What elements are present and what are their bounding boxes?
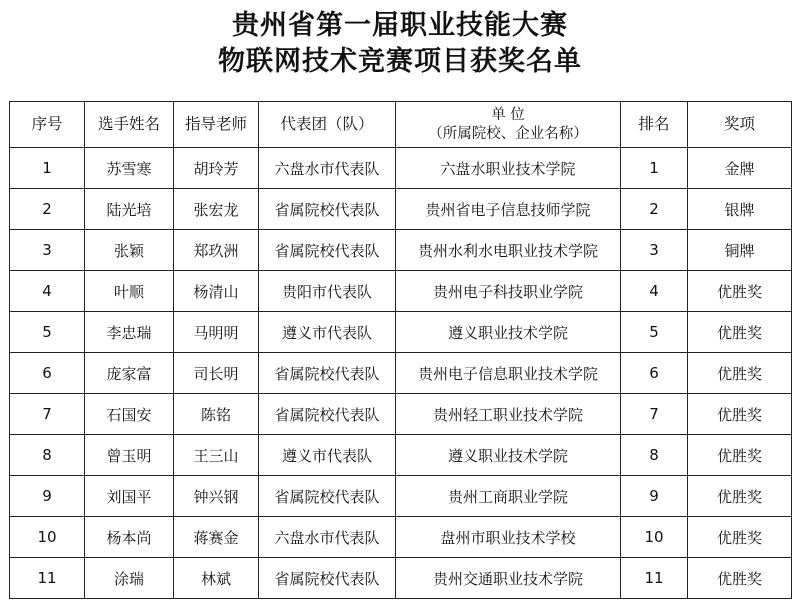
cell-team: 省属院校代表队 xyxy=(259,558,396,599)
cell-index: 9 xyxy=(10,476,85,517)
cell-name: 曾玉明 xyxy=(85,435,174,476)
cell-unit: 贵州工商职业学院 xyxy=(396,476,621,517)
cell-team: 省属院校代表队 xyxy=(259,476,396,517)
table-row xyxy=(10,394,792,435)
header-rank: 排名 xyxy=(621,102,688,148)
cell-unit: 遵义职业技术学院 xyxy=(396,312,621,353)
cell-teacher: 林斌 xyxy=(174,558,259,599)
cell-name: 涂瑞 xyxy=(85,558,174,599)
cell-index: 1 xyxy=(10,148,85,189)
cell-index: 5 xyxy=(10,312,85,353)
cell-award: 银牌 xyxy=(688,189,792,230)
title-line-1: 贵州省第一届职业技能大赛 xyxy=(232,10,568,41)
cell-name: 杨本尚 xyxy=(85,517,174,558)
cell-unit: 盘州市职业技术学校 xyxy=(396,517,621,558)
header-unit-title: 单 位 xyxy=(491,106,525,123)
cell-rank: 1 xyxy=(621,148,688,189)
header-unit-subtitle: （所属院校、企业名称） xyxy=(428,125,588,142)
cell-teacher: 杨清山 xyxy=(174,271,259,312)
cell-rank: 10 xyxy=(621,517,688,558)
table-row xyxy=(10,558,792,599)
cell-award: 金牌 xyxy=(688,148,792,189)
cell-rank: 8 xyxy=(621,435,688,476)
cell-team: 省属院校代表队 xyxy=(259,189,396,230)
cell-index: 11 xyxy=(10,558,85,599)
table-row xyxy=(10,271,792,312)
cell-name: 陆光培 xyxy=(85,189,174,230)
award-table xyxy=(9,101,792,599)
table-header-row xyxy=(10,102,792,148)
cell-team: 省属院校代表队 xyxy=(259,230,396,271)
cell-name: 苏雪寒 xyxy=(85,148,174,189)
cell-teacher: 司长明 xyxy=(174,353,259,394)
cell-rank: 3 xyxy=(621,230,688,271)
header-teacher: 指导老师 xyxy=(174,102,259,148)
cell-award: 优胜奖 xyxy=(688,435,792,476)
cell-teacher: 钟兴钢 xyxy=(174,476,259,517)
cell-unit: 六盘水职业技术学院 xyxy=(396,148,621,189)
document-title xyxy=(0,0,800,84)
title-line-2: 物联网技术竞赛项目获奖名单 xyxy=(218,46,582,77)
cell-name: 石国安 xyxy=(85,394,174,435)
table-row xyxy=(10,148,792,189)
cell-team: 遵义市代表队 xyxy=(259,312,396,353)
cell-name: 张颖 xyxy=(85,230,174,271)
cell-rank: 5 xyxy=(621,312,688,353)
table-row xyxy=(10,476,792,517)
cell-award: 优胜奖 xyxy=(688,517,792,558)
cell-team: 六盘水市代表队 xyxy=(259,517,396,558)
cell-teacher: 郑玖洲 xyxy=(174,230,259,271)
cell-name: 李忠瑞 xyxy=(85,312,174,353)
cell-award: 优胜奖 xyxy=(688,558,792,599)
cell-rank: 11 xyxy=(621,558,688,599)
cell-team: 省属院校代表队 xyxy=(259,353,396,394)
cell-unit: 贵州交通职业技术学院 xyxy=(396,558,621,599)
cell-teacher: 陈铭 xyxy=(174,394,259,435)
cell-index: 8 xyxy=(10,435,85,476)
cell-name: 刘国平 xyxy=(85,476,174,517)
table-row xyxy=(10,312,792,353)
table-row xyxy=(10,435,792,476)
cell-rank: 4 xyxy=(621,271,688,312)
cell-rank: 9 xyxy=(621,476,688,517)
cell-index: 6 xyxy=(10,353,85,394)
header-index: 序号 xyxy=(10,102,85,148)
cell-award: 优胜奖 xyxy=(688,394,792,435)
table-row xyxy=(10,189,792,230)
cell-team: 省属院校代表队 xyxy=(259,394,396,435)
cell-teacher: 蒋赛金 xyxy=(174,517,259,558)
cell-unit: 贵州轻工职业技术学院 xyxy=(396,394,621,435)
cell-unit: 贵州电子科技职业学院 xyxy=(396,271,621,312)
table-row xyxy=(10,353,792,394)
cell-unit: 贵州电子信息职业技术学院 xyxy=(396,353,621,394)
cell-award: 优胜奖 xyxy=(688,353,792,394)
cell-rank: 6 xyxy=(621,353,688,394)
header-award: 奖项 xyxy=(688,102,792,148)
header-team: 代表团（队） xyxy=(259,102,396,148)
cell-unit: 遵义职业技术学院 xyxy=(396,435,621,476)
cell-award: 优胜奖 xyxy=(688,312,792,353)
table-row xyxy=(10,517,792,558)
cell-index: 3 xyxy=(10,230,85,271)
cell-unit: 贵州省电子信息技师学院 xyxy=(396,189,621,230)
cell-index: 2 xyxy=(10,189,85,230)
table-row xyxy=(10,230,792,271)
cell-teacher: 张宏龙 xyxy=(174,189,259,230)
cell-teacher: 胡玲芳 xyxy=(174,148,259,189)
cell-index: 7 xyxy=(10,394,85,435)
cell-award: 铜牌 xyxy=(688,230,792,271)
cell-unit: 贵州水利水电职业技术学院 xyxy=(396,230,621,271)
header-unit xyxy=(396,102,621,148)
cell-index: 4 xyxy=(10,271,85,312)
header-name: 选手姓名 xyxy=(85,102,174,148)
cell-award: 优胜奖 xyxy=(688,476,792,517)
cell-rank: 2 xyxy=(621,189,688,230)
cell-team: 遵义市代表队 xyxy=(259,435,396,476)
cell-team: 六盘水市代表队 xyxy=(259,148,396,189)
cell-teacher: 王三山 xyxy=(174,435,259,476)
cell-teacher: 马明明 xyxy=(174,312,259,353)
cell-award: 优胜奖 xyxy=(688,271,792,312)
cell-rank: 7 xyxy=(621,394,688,435)
cell-name: 庞家富 xyxy=(85,353,174,394)
cell-index: 10 xyxy=(10,517,85,558)
cell-name: 叶顺 xyxy=(85,271,174,312)
cell-team: 贵阳市代表队 xyxy=(259,271,396,312)
